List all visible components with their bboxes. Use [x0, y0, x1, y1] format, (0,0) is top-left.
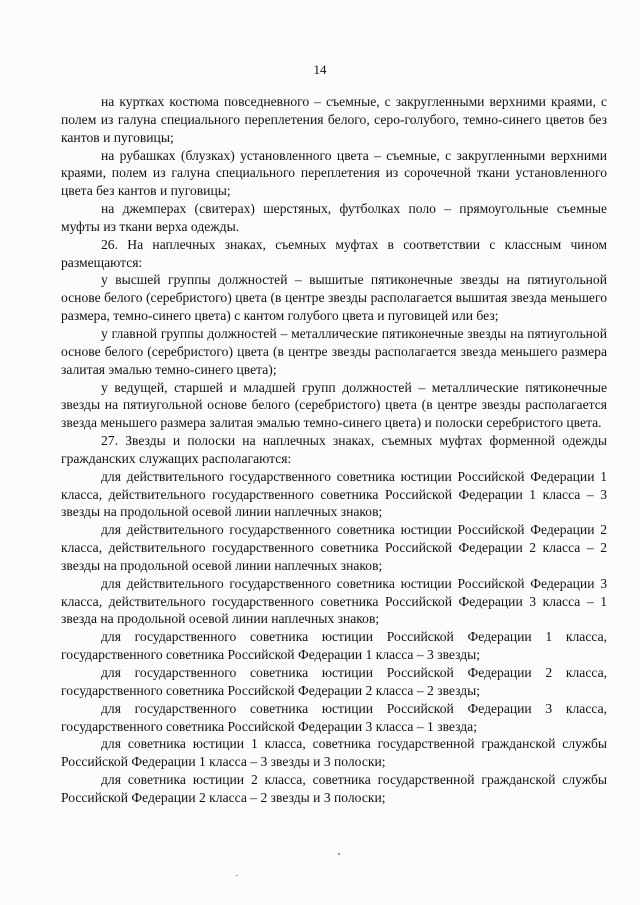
paragraph: у главной группы должностей – металлические пятиконечные звезды на пятиугольной основе белого (серебристого) цвета (в центре звезды располагается звезда меньшего размера залитая эмалью темно-синего цвета);	[61, 325, 607, 377]
paragraph: у ведущей, старшей и младшей групп должностей – металлические пятиконечные звезды на пятиугольной основе белого (серебристого) цвета (в центре звезды располагается звезда меньшего размера залитая эмалью темно-синего цвета) и полоски серебристого цвета.	[61, 379, 607, 431]
paragraph: на куртках костюма повседневного – съемные, с закругленными верхними краями, с полем из галуна специального переплетения белого, серо-голубого, темно-синего цветов без кантов и пуговицы;	[61, 94, 607, 145]
paragraph: 27. Звезды и полоски на наплечных знаках, съемных муфтах форменной одежды гражданских служащих располагаются:	[61, 433, 607, 466]
paragraph: для действительного государственного советника юстиции Российской Федерации 1 класса, действительного государственного советника Российской Федерации 1 класса – 3 звезды на продольной осевой линии наплечных знаков;	[61, 468, 607, 520]
paragraph: для действительного государственного советника юстиции Российской Федерации 2 класса, действительного государственного советника Российской Федерации 2 класса – 2 звезды на продольной осевой линии наплечных знаков;	[61, 522, 607, 573]
document-body	[61, 93, 607, 807]
paragraph: для государственного советника юстиции Российской Федерации 1 класса, государственного советника Российской Федерации 1 класса – 3 звезды;	[61, 629, 607, 663]
paragraph: у высшей группы должностей – вышитые пятиконечные звезды на пятиугольной основе белого (серебристого) цвета (в центре звезды располагается вышитая звезда меньшего размера, темно-синего цвета) с кантом голубого цвета и пуговицей или без;	[61, 272, 607, 324]
scan-speck	[236, 875, 238, 876]
scan-speck	[338, 853, 340, 855]
paragraph: 26. На наплечных знаках, съемных муфтах в соответствии с классным чином размещаются:	[61, 236, 607, 270]
paragraph: на джемперах (свитерах) шерстяных, футболках поло – прямоугольные съемные муфты из ткани верха одежды.	[61, 201, 607, 234]
paragraph: для советника юстиции 2 класса, советника государственной гражданской службы Российской Федерации 2 класса – 2 звезды и 3 полоски;	[61, 772, 607, 805]
page-number: 14	[313, 62, 327, 77]
paragraph: на рубашках (блузках) установленного цвета – съемные, с закругленными верхними краями, полем из галуна специального переплетения из сорочечной ткани установленного цвета без кантов и пуговицы;	[61, 147, 607, 199]
paragraph: для действительного государственного советника юстиции Российской Федерации 3 класса, действительного государственного советника Российской Федерации 3 класса – 1 звезда на продольной осевой линии наплечных знаков;	[61, 575, 607, 627]
paragraph: для советника юстиции 1 класса, советника государственной гражданской службы Российской Федерации 1 класса – 3 звезды и 3 полоски;	[61, 736, 607, 770]
paragraph: для государственного советника юстиции Российской Федерации 3 класса, государственного советника Российской Федерации 3 класса – 1 звезда;	[61, 700, 607, 734]
paragraph: для государственного советника юстиции Российской Федерации 2 класса, государственного советника Российской Федерации 2 класса – 2 звезды;	[61, 665, 607, 698]
